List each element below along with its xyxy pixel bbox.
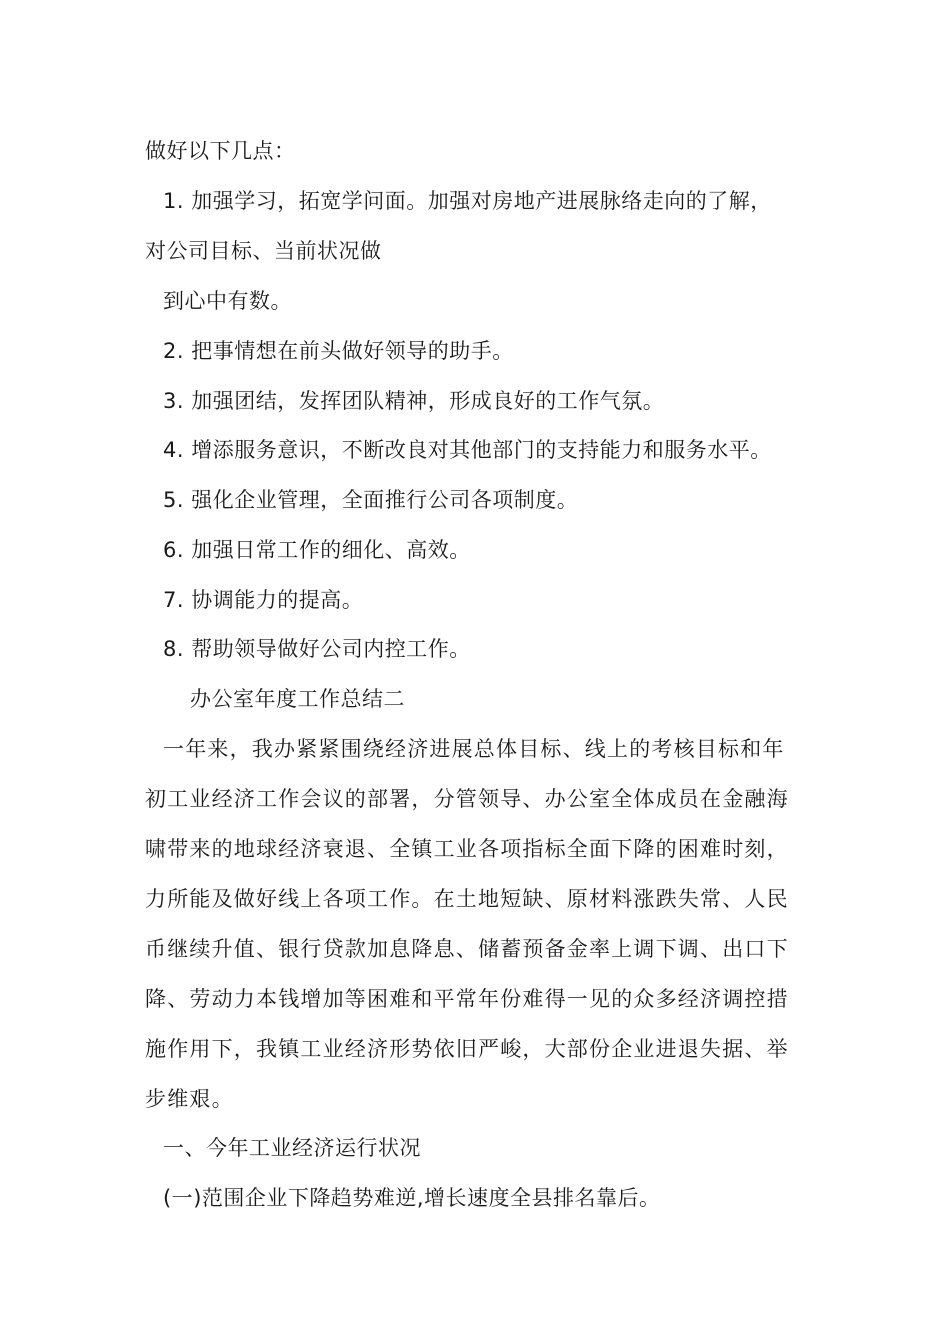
- paragraph-line: 币继续升值、银行贷款加息降息、储蓄预备金率上调下调、出口下: [145, 937, 789, 961]
- list-item-1-line-2: 对公司目标、当前状况做: [145, 239, 382, 263]
- list-item-1-line-1: 1. 加强学习，拓宽学问面。加强对房地产进展脉络走向的了解，: [163, 189, 772, 213]
- paragraph-line: 力所能及做好线上各项工作。在土地短缺、原材料涨跌失常、人民: [145, 887, 789, 911]
- paragraph-line: 施作用下，我镇工业经济形势依旧严峻，大部份企业进退失据、举: [145, 1037, 789, 1061]
- heading-level-1: 一、今年工业经济运行状况: [163, 1136, 421, 1160]
- list-item-8: 8. 帮助领导做好公司内控工作。: [163, 637, 471, 661]
- list-item-5: 5. 强化企业管理，全面推行公司各项制度。: [163, 488, 579, 512]
- paragraph-line: 降、劳动力本钱增加等困难和平常年份难得一见的众多经济调控措: [145, 987, 789, 1011]
- paragraph-line: 啸带来的地球经济衰退、全镇工业各项指标全面下降的困难时刻，: [145, 837, 789, 861]
- paragraph-line: 一年来，我办紧紧围绕经济进展总体目标、线上的考核目标和年: [163, 737, 785, 761]
- intro-text: 做好以下几点：: [145, 139, 296, 163]
- list-item-3: 3. 加强团结，发挥团队精神，形成良好的工作气氛。: [163, 389, 665, 413]
- subheading: (一)范围企业下降趋势难逆,增长速度全县排名靠后。: [163, 1186, 661, 1210]
- list-item-7: 7. 协调能力的提高。: [163, 588, 364, 612]
- list-item-1-line-3: 到心中有数。: [163, 289, 292, 313]
- list-item-4: 4. 增添服务意识，不断改良对其他部门的支持能力和服务水平。: [163, 438, 772, 462]
- list-item-6: 6. 加强日常工作的细化、高效。: [163, 538, 471, 562]
- section-title: 办公室年度工作总结二: [190, 687, 405, 711]
- paragraph-line: 步维艰。: [145, 1087, 234, 1111]
- list-item-2: 2. 把事情想在前头做好领导的助手。: [163, 339, 514, 363]
- paragraph-line: 初工业经济工作会议的部署，分管领导、办公室全体成员在金融海: [145, 787, 789, 811]
